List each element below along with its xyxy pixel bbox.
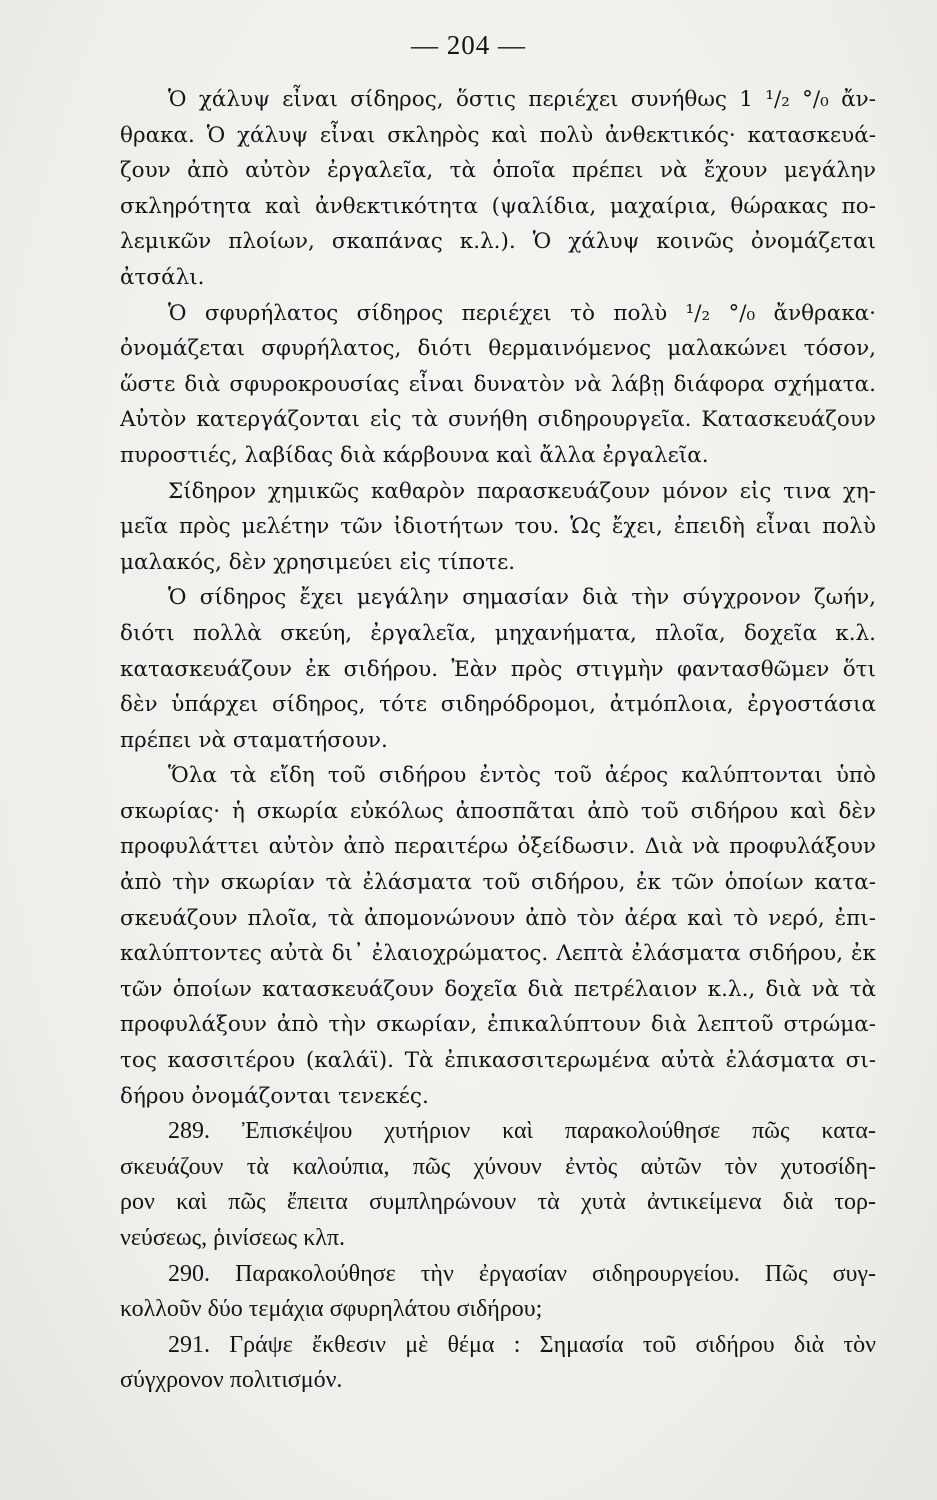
text-line: προφυλάττει αὐτὸν ἀπὸ περαιτέρω ὀξείδωσιν. Διὰ νὰ προφυλάξουν	[120, 834, 876, 860]
text-line: θρακα. Ὁ χάλυψ εἶναι σκληρὸς καὶ πολὺ ἀνθεκτικός· κατασκευά-	[120, 122, 876, 148]
paragraph	[120, 758, 876, 1114]
text-line: 291. Γράψε ἔκθεσιν μὲ θέμα : Σημασία τοῦ σιδήρου διὰ τὸν	[168, 1331, 876, 1358]
text-line: τος κασσιτέρου (καλάϊ). Τὰ ἐπικασσιτερωμένα αὐτὰ ἐλάσματα σι-	[120, 1048, 876, 1074]
text-line: καλύπτοντες αὐτὰ δι᾽ ἐλαιοχρώματος. Λεπτὰ ἐλάσματα σιδήρου, ἐκ	[120, 941, 876, 967]
text-line: μαλακός, δὲν χρησιμεύει εἰς τίποτε.	[120, 549, 516, 575]
text-line: ζουν ἀπὸ αὐτὸν ἐργαλεῖα, τὰ ὁποῖα πρέπει νὰ ἔχουν μεγάλην	[120, 158, 876, 184]
text-line: Ὁ σίδηρος ἔχει μεγάλην σημασίαν διὰ τὴν σύγχρονον ζωήν,	[168, 585, 876, 611]
paragraph	[120, 474, 876, 581]
text-line: Ὅλα τὰ εἴδη τοῦ σιδήρου ἐντὸς τοῦ ἀέρος καλύπτονται ὑπὸ	[168, 763, 876, 789]
text-line: πυροστιές, λαβίδας διὰ κάρβουνα καὶ ἄλλα ἐργαλεῖα.	[120, 442, 709, 468]
text-line: σκληρότητα καὶ ἀνθεκτικότητα (ψαλίδια, μαχαίρια, θώρακας πο-	[120, 193, 876, 219]
text-line: Ὁ σφυρήλατος σίδηρος περιέχει τὸ πολὺ ¹/₂ °/₀ ἄνθρακα·	[168, 300, 876, 326]
text-line: σύγχρονον πολιτισμόν.	[120, 1367, 343, 1394]
text-line: μεῖα πρὸς μελέτην τῶν ἰδιοτήτων του. Ὡς ἔχει, ἐπειδὴ εἶναι πολὺ	[120, 514, 876, 540]
text-line: ἀτσάλι.	[120, 264, 205, 290]
text-line: κατασκευάζουν ἐκ σιδήρου. Ἐὰν πρὸς στιγμὴν φαντασθῶμεν ὅτι	[120, 656, 876, 682]
text-line: προφυλάξουν ἀπὸ τὴν σκωρίαν, ἐπικαλύπτουν διὰ λεπτοῦ στρώμα-	[120, 1012, 876, 1038]
text-line: τῶν ὁποίων κατασκευάζουν δοχεῖα διὰ πετρέλαιον κ.λ., διὰ νὰ τὰ	[120, 976, 876, 1002]
text-line: 289. Ἐπισκέψου χυτήριον καὶ παρακολούθησε πῶς κατα-	[168, 1118, 876, 1145]
page-number: — 204 —	[411, 30, 526, 60]
text-line: διότι πολλὰ σκεύη, ἐργαλεῖα, μηχανήματα, πλοῖα, δοχεῖα κ.λ.	[120, 620, 876, 646]
paragraph	[120, 296, 876, 474]
body-text	[120, 82, 876, 1399]
paragraph	[120, 1114, 876, 1256]
text-line: Σίδηρον χημικῶς καθαρὸν παρασκευάζουν μόνον εἰς τινα χη-	[168, 478, 876, 504]
text-line: ἀπὸ τὴν σκωρίαν τὰ ἐλάσματα τοῦ σιδήρου, ἐκ τῶν ὁποίων κατα-	[120, 870, 876, 896]
paragraph	[120, 82, 876, 296]
paragraph	[120, 1328, 876, 1399]
text-line: 290. Παρακολούθησε τὴν ἐργασίαν σιδηρουργείου. Πῶς συγ-	[168, 1260, 876, 1287]
text-line: κολλοῦν δύο τεμάχια σφυρηλάτου σιδήρου;	[120, 1296, 543, 1323]
paragraph	[120, 1257, 876, 1328]
text-line: σκωρίας· ἡ σκωρία εὐκόλως ἀποσπᾶται ἀπὸ τοῦ σιδήρου καὶ δὲν	[120, 798, 876, 824]
text-line: ὀνομάζεται σφυρήλατος, διότι θερμαινόμενος μαλακώνει τόσον,	[120, 336, 876, 362]
text-line: ρον καὶ πῶς ἔπειτα συμπληρώνουν τὰ χυτὰ ἀντικείμενα διὰ τορ-	[120, 1189, 876, 1216]
text-line: λεμικῶν πλοίων, σκαπάνας κ.λ.). Ὁ χάλυψ κοινῶς ὀνομάζεται	[120, 229, 876, 255]
text-line: ὥστε διὰ σφυροκρουσίας εἶναι δυνατὸν νὰ λάβῃ διάφορα σχήματα.	[120, 371, 876, 397]
paragraph	[120, 580, 876, 758]
text-line: δὲν ὑπάρχει σίδηρος, τότε σιδηρόδρομοι, ἀτμόπλοια, ἐργοστάσια	[120, 692, 876, 718]
text-line: Ὁ χάλυψ εἶναι σίδηρος, ὅστις περιέχει συνήθως 1 ¹/₂ °/₀ ἄν-	[168, 87, 876, 112]
text-line: σκευάζουν τὰ καλούπια, πῶς χύνουν ἐντὸς αὐτῶν τὸν χυτοσίδη-	[120, 1153, 876, 1180]
text-line: νεύσεως, ῥινίσεως κλπ.	[120, 1225, 346, 1251]
text-line: πρέπει νὰ σταματήσουν.	[120, 727, 388, 753]
text-line: δήρου ὀνομάζονται τενεκές.	[120, 1083, 429, 1109]
text-line: Αὐτὸν κατεργάζονται εἰς τὰ συνήθη σιδηρουργεῖα. Κατασκευάζουν	[120, 407, 876, 433]
text-line: σκευάζουν πλοῖα, τὰ ἀπομονώνουν ἀπὸ τὸν ἀέρα καὶ τὸ νερό, ἐπι-	[120, 905, 876, 931]
